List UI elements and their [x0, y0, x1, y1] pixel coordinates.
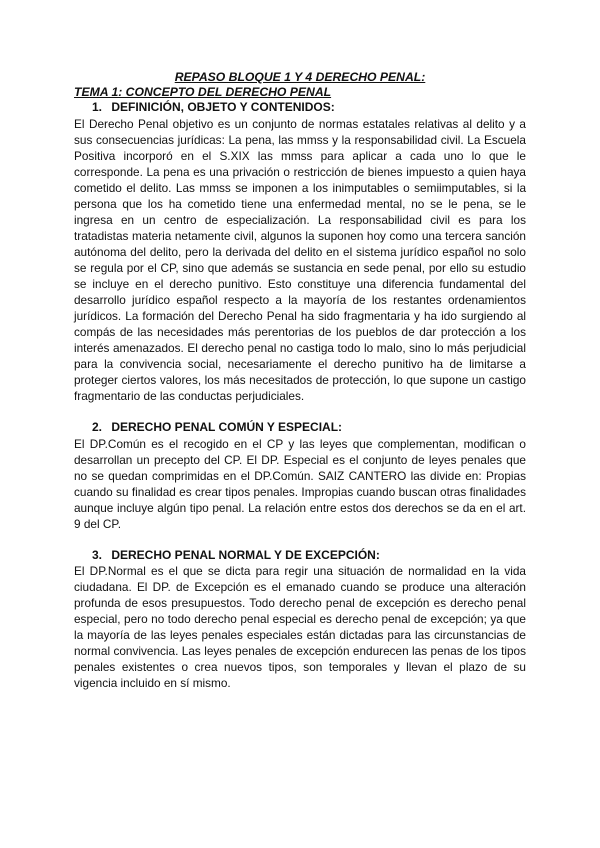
section-heading	[74, 420, 526, 436]
section-comun-especial	[74, 420, 526, 532]
section-body: El DP.Común es el recogido en el CP y las leyes que complementan, modifican o desarrollan un precepto del CP. El DP. Especial es el conjunto de leyes penales que no se quedan comprimidas en el DP.Común. SAIZ CANTERO las divide en: Propias cuando su finalidad es crear tipos penales. Impropias cuando buscan otras finalidades aunque incluye algún tipo penal. La relación entre estos dos derechos se da en el art. 9 del CP.	[74, 436, 526, 531]
section-spacer	[74, 532, 526, 548]
section-body: El DP.Normal es el que se dicta para regir una situación de normalidad en la vida ciudadana. El DP. de Excepción es el emanado cuando se produce una alteración profunda de esos presupuestos. Todo derecho penal de excepción es derecho penal especial, pero no todo derecho penal especial es derecho penal de excepción; ya que la mayoría de las leyes penales especiales están dictadas para las circunstancias de normal convivencia. Las leyes penales de excepción endurecen las penas de los tipos penales existentes o crea nuevos tipos, son temporales y llevan el plazo de su vigencia incluido en sí mismo.	[74, 564, 526, 691]
section-heading	[74, 548, 526, 564]
tema-title: TEMA 1: CONCEPTO DEL DERECHO PENAL	[74, 85, 332, 99]
section-definicion	[74, 100, 526, 404]
section-normal-excepcion	[74, 548, 526, 692]
section-number: 3.	[92, 547, 103, 562]
section-heading-text: DEFINICIÓN, OBJETO Y CONTENIDOS:	[111, 100, 335, 114]
section-number: 2.	[92, 419, 103, 434]
section-spacer	[74, 404, 526, 420]
section-heading-text: DERECHO PENAL NORMAL Y DE EXCEPCIÓN:	[111, 547, 380, 562]
section-heading	[74, 100, 526, 116]
document-title: REPASO BLOQUE 1 Y 4 DERECHO PENAL:	[174, 70, 426, 84]
section-heading-text: DERECHO PENAL COMÚN Y ESPECIAL:	[111, 419, 343, 434]
section-body: El Derecho Penal objetivo es un conjunto de normas estatales relativas al delito y a sus consecuencias jurídicas: La pena, las mmss y la responsabilidad civil. La Escuela Positiva incorporó en el S.XIX las mmss para aplicar a cada uno lo que le corresponde. La pena es una privación o restricción de bienes impuesto a quien haya cometido el delito. Las mmss se imponen a los inimputables o semiimputables, si la persona que los ha cometido tiene una enfermedad mental, no se le pena, se le ingresa en un centro de especialización. La responsabilidad civil es para los tratadistas materia netamente civil, algunos la suponen hoy como una tercera sanción autónoma del delito, pero la derivada del delito en el sistema jurídico español no solo se regula por el CP, sino que además se sustancia en sede penal, por ello su estudio se incluye en el derecho punitivo. Esto constituye una diferencia fundamental del desarrollo jurídico español respecto a la mayoría de los restantes ordenamientos jurídicos. La formación del Derecho Penal ha sido fragmentaria y ha ido surgiendo al compás de las necesidades más perentorias de los pueblos de dar protección a los interés amenazados. El derecho penal no castiga todo lo malo, sino lo más perjudicial para la convivencia social, necesariamente el derecho punitivo ha de limitarse a proteger ciertos valores, los más necesitados de protección, lo que supone un castigo fragmentario de las conductas perjudiciales.	[74, 116, 526, 403]
section-number: 1.	[92, 100, 103, 114]
